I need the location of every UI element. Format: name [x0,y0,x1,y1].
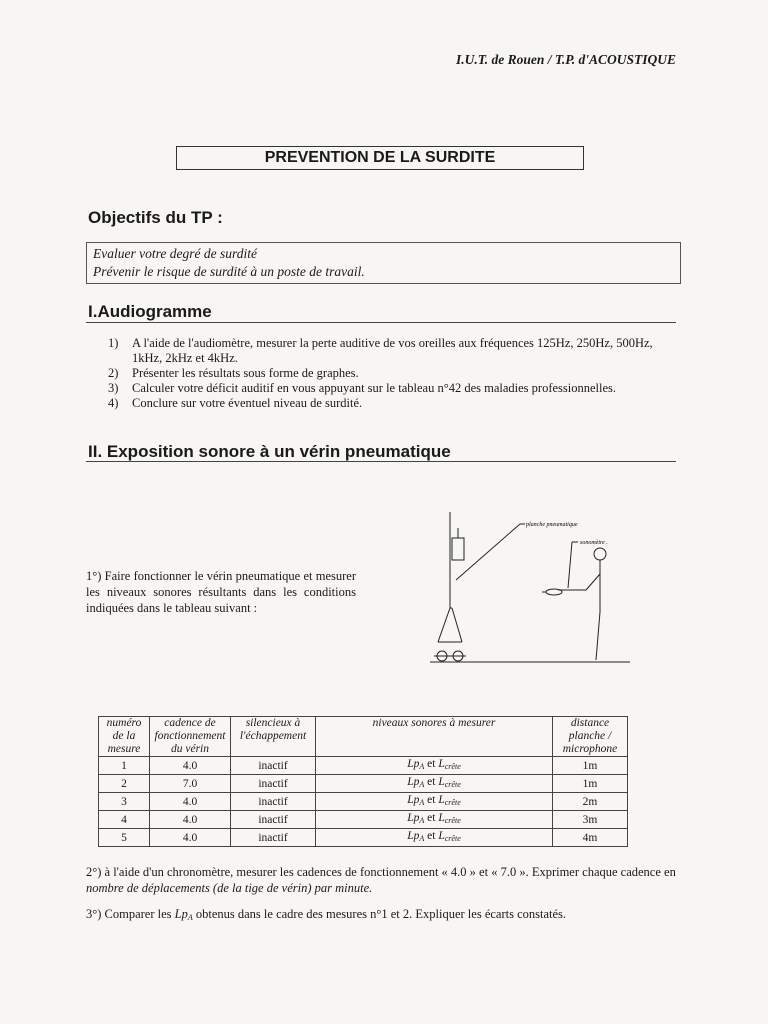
cell-cadence: 4.0 [150,811,231,829]
section1-rule [86,322,676,323]
cell-cadence: 4.0 [150,757,231,775]
cell-niveaux [316,757,553,775]
stand-leg-left [438,608,450,642]
pneumatic-setup-diagram [430,508,640,670]
cylinder-body [452,538,464,560]
cell-distance: 1m [553,775,628,793]
lp-sub: A [187,913,193,922]
cell-silencieux: inactif [231,775,316,793]
list-item-number: 2) [108,366,119,380]
section1-list [108,336,668,411]
lp-sub: A [419,780,425,789]
cell-cadence: 4.0 [150,793,231,811]
list-item-number: 4) [108,396,119,410]
l-symbol: L [438,758,445,770]
table-row [99,793,628,811]
l-symbol: L [438,830,445,842]
lp-symbol: Lp [407,812,420,824]
cell-num: 2 [99,775,150,793]
list-item-text: Calculer votre déficit auditif en vous appuyant sur le tableau n°42 des maladies professionnelles. [132,381,617,395]
section1-heading: I.Audiogramme [88,302,212,321]
header-institution: I.U.T. de Rouen / T.P. d'ACOUSTIQUE [455,52,676,67]
lp-symbol: Lp [407,776,420,788]
et-word: et [424,812,439,824]
cell-silencieux: inactif [231,829,316,847]
step2-italic: nombre de déplacements (de la tige de vérin) par minute. [86,881,373,895]
lp-sub: A [419,816,425,825]
table-header-cell: distance planche / microphone [553,717,628,757]
cell-niveaux [316,811,553,829]
page-title: PREVENTION DE LA SURDITE [176,146,584,170]
lp-symbol: Lp [407,830,420,842]
list-item-text: Présenter les résultats sous forme de graphes. [132,366,359,380]
person-arm [586,574,600,590]
cell-num: 3 [99,793,150,811]
cell-cadence: 4.0 [150,829,231,847]
table-header-cell: cadence de fonctionnement du vérin [150,717,231,757]
cell-silencieux: inactif [231,793,316,811]
table-row [99,829,628,847]
list-item [108,336,668,366]
l-sub: crête [444,780,461,789]
lp-sub: A [419,834,425,843]
measurement-table [98,716,628,847]
cell-niveaux [316,829,553,847]
table-header-cell: numéro de la mesure [99,717,150,757]
sonometer-leader-line [568,542,572,588]
person-head [594,548,606,560]
list-item-text: Conclure sur votre éventuel niveau de surdité. [132,396,363,410]
person-leg [596,612,600,660]
objective-line: Evaluer votre degré de surdité [93,246,257,261]
table-header-cell: silencieux à l'échappement [231,717,316,757]
label-sonometre: sonomètre . [580,540,608,546]
cell-distance: 1m [553,757,628,775]
cell-silencieux: inactif [231,757,316,775]
table-row [99,811,628,829]
list-item-number: 3) [108,381,119,395]
et-word: et [424,758,439,770]
cell-num: 4 [99,811,150,829]
stand-leg-right [452,608,462,642]
list-item [108,366,668,381]
l-symbol: L [438,776,445,788]
lp-symbol: Lp [407,758,420,770]
step3-text [86,906,678,926]
cell-distance: 2m [553,793,628,811]
l-symbol: L [438,794,445,806]
lp-symbol: Lp [407,794,420,806]
step2-main: 2°) à l'aide d'un chronomètre, mesurer les cadences de fonctionnement « 4.0 » et « 7.0 ». Exprimer chaque cadence en [86,865,676,879]
l-sub: crête [444,762,461,771]
cell-cadence: 7.0 [150,775,231,793]
cell-distance: 4m [553,829,628,847]
lp-sub: A [419,798,425,807]
section2-heading: II. Exposition sonore à un vérin pneumatique [88,442,451,461]
l-sub: crête [444,798,461,807]
et-word: et [424,794,439,806]
planche-leader-line [456,524,520,580]
cell-distance: 3m [553,811,628,829]
et-word: et [424,776,439,788]
sonometer [546,589,562,595]
list-item [108,396,668,411]
objectives-box [86,242,681,284]
step3-main: 3°) Comparer les [86,907,175,921]
l-sub: crête [444,834,461,843]
lp-symbol: Lp [174,907,188,921]
step1-text: 1°) Faire fonctionner le vérin pneumatique et mesurer les niveaux sonores résultants dans les conditions indiquées dans le tableau suivant : [86,569,356,615]
table-header-cell: niveaux sonores à mesurer [316,717,553,757]
list-item-text: A l'aide de l'audiomètre, mesurer la perte auditive de vos oreilles aux fréquences 125Hz, 250Hz, 500Hz, 1kHz, 2kHz et 4kHz. [132,336,653,365]
cell-num: 5 [99,829,150,847]
section2-rule [86,461,676,462]
step2-text [86,864,678,896]
table-row [99,757,628,775]
cell-niveaux [316,793,553,811]
et-word: et [424,830,439,842]
cell-num: 1 [99,757,150,775]
step3-rest: obtenus dans le cadre des mesures n°1 et 2. Expliquer les écarts constatés. [192,907,567,921]
objective-line: Prévenir le risque de surdité à un poste de travail. [93,264,365,279]
label-planche: planche pneumatique [526,522,578,528]
table-row [99,775,628,793]
l-symbol: L [438,812,445,824]
table-header-row [99,717,628,757]
list-item [108,381,668,396]
lp-sub: A [419,762,425,771]
l-sub: crête [444,816,461,825]
cell-niveaux [316,775,553,793]
list-item-number: 1) [108,336,119,350]
objectives-heading: Objectifs du TP : [88,208,223,227]
cell-silencieux: inactif [231,811,316,829]
